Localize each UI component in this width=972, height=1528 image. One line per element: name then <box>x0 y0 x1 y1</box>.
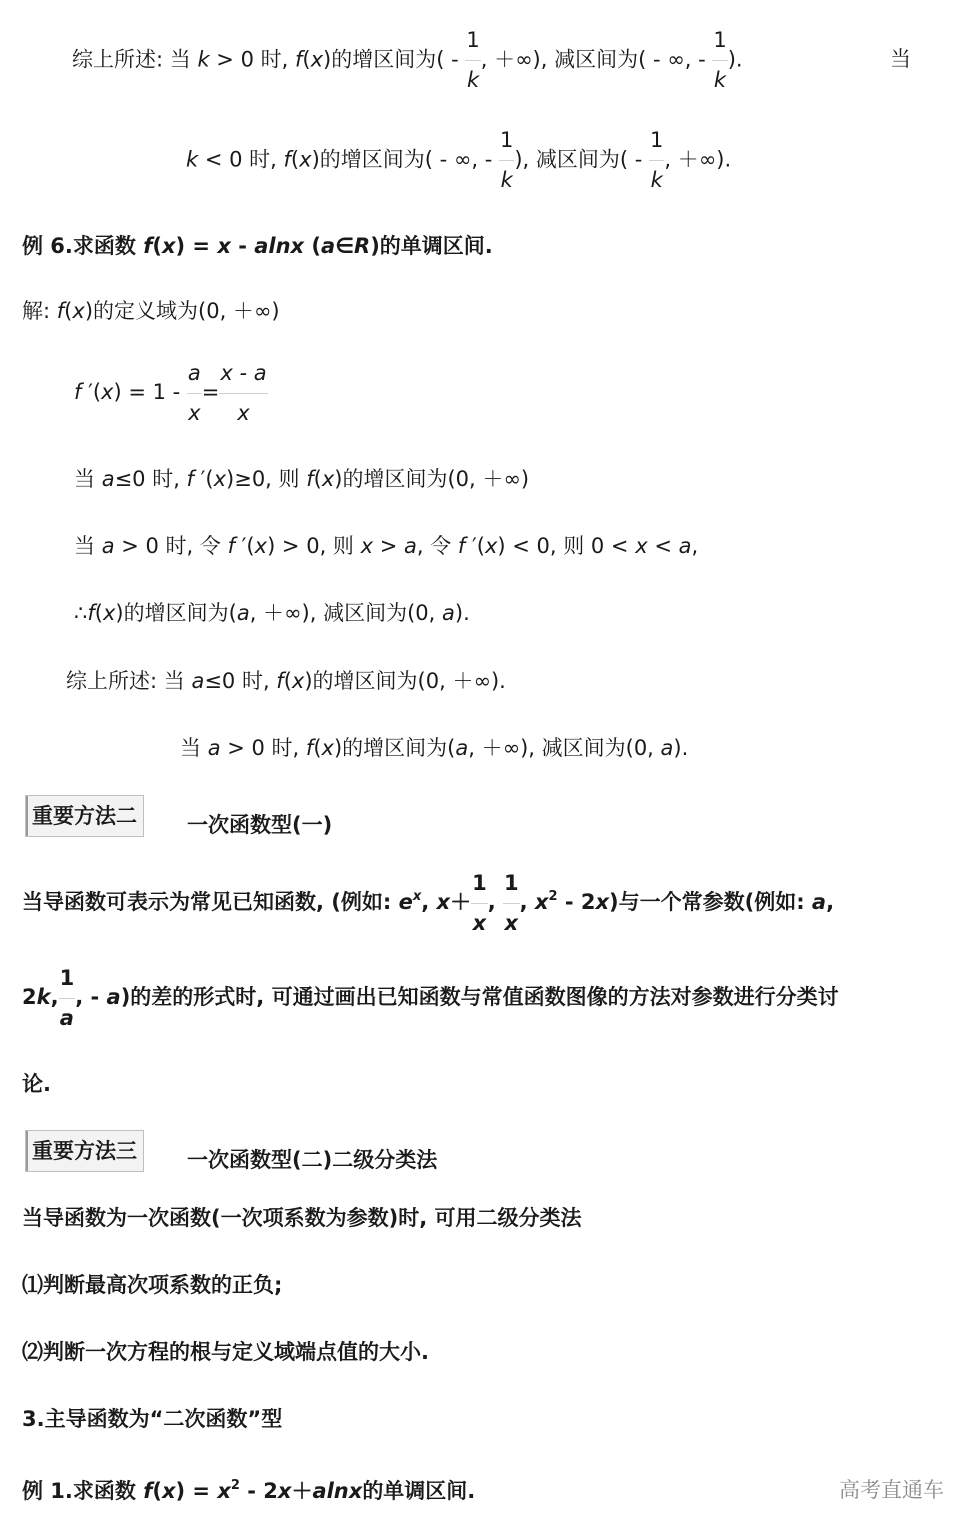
method-three-label: 重要方法三 <box>25 1130 144 1172</box>
case-a-nonpositive: 当 a≤0 时, f ′(x)≥0, 则 f(x)的增区间为(0, ＋∞) <box>74 467 530 491</box>
method-two-title: 一次函数型(一) <box>187 813 333 837</box>
fraction-one-over-k: $\frac{1}{k}$ <box>650 128 664 192</box>
step-two: ⑵判断一次方程的根与定义域端点值的大小. <box>22 1340 429 1364</box>
case-a-positive: 当 a > 0 时, 令 f ′(x) > 0, 则 x > a, 令 f ′(x) < 0, 则 0 < x < a, <box>74 534 699 558</box>
method-two-description-line1: 当导函数可表示为常见已知函数, (例如: $e^x$, x＋ $\frac{1}{x}$ , $\frac{1}{x}$ , $x^2 - 2x$)与一个常参数(例如: a, <box>22 870 835 935</box>
fraction-one-over-k: $\frac{1}{k}$ <box>499 128 514 192</box>
fraction-a-over-x: $\frac{a}{x}$ <box>187 360 201 425</box>
fraction-one-over-a: $\frac{1}{a}$ <box>59 965 75 1030</box>
example-1-title: 例 1.求函数 $f(x) = x^2 - 2x+alnx$的单调区间. <box>22 1478 476 1503</box>
method-two-description-line3: 论. <box>22 1072 51 1096</box>
summary-line-tail: 当 <box>890 47 911 71</box>
summary-a-nonpositive: 综上所述: 当 a≤0 时, f(x)的增区间为(0, ＋∞). <box>66 669 506 693</box>
therefore-intervals: ∴f(x)的增区间为(a, ＋∞), 减区间为(0, a). <box>74 601 470 625</box>
summary-a-positive: 当 a > 0 时, f(x)的增区间为(a, ＋∞), 减区间为(0, a). <box>180 736 689 760</box>
method-three-description: 当导函数为一次函数(一次项系数为参数)时, 可用二级分类法 <box>22 1206 582 1230</box>
solution-domain: 解: f(x)的定义域为(0, ＋∞) <box>22 299 280 323</box>
fraction-one-over-x: $\frac{1}{x}$ <box>472 870 487 935</box>
step-one: ⑴判断最高次项系数的正负; <box>22 1273 283 1297</box>
section-3-heading: 3.主导函数为“二次函数”型 <box>22 1407 283 1431</box>
watermark: 高考直通车 <box>839 1478 944 1502</box>
summary-line-k-positive: 综上所述: 当 k > 0 时, f(x)的增区间为( - $\frac{1}{k}$ , ＋∞), 减区间为( - ∞, - $\frac{1}{k}$ ). <box>72 28 743 92</box>
method-two-description-line2: 2k, $\frac{1}{a}$ , - a)的差的形式时, 可通过画出已知函数与常值函数图像的方法对参数进行分类讨 <box>22 965 839 1030</box>
fraction-x-minus-a-over-x: $\frac{x - a}{x}$ <box>220 360 267 425</box>
method-two-label: 重要方法二 <box>25 795 144 837</box>
derivative-formula: f ′(x) = 1 - $\frac{a}{x}$ = $\frac{x - a}{x}$ <box>74 360 267 425</box>
summary-line-k-negative: k < 0 时, f(x)的增区间为( - ∞, - $\frac{1}{k}$ ), 减区间为( - $\frac{1}{k}$ , ＋∞). <box>186 128 732 192</box>
method-three-title: 一次函数型(二)二级分类法 <box>187 1148 438 1172</box>
fraction-one-over-k: $\frac{1}{k}$ <box>713 28 727 92</box>
example-6-title: 例 6.求函数 f(x) = x - alnx (a∈R)的单调区间. <box>22 234 493 258</box>
fraction-one-over-k: $\frac{1}{k}$ <box>466 28 480 92</box>
fraction-one-over-x: $\frac{1}{x}$ <box>504 870 519 935</box>
